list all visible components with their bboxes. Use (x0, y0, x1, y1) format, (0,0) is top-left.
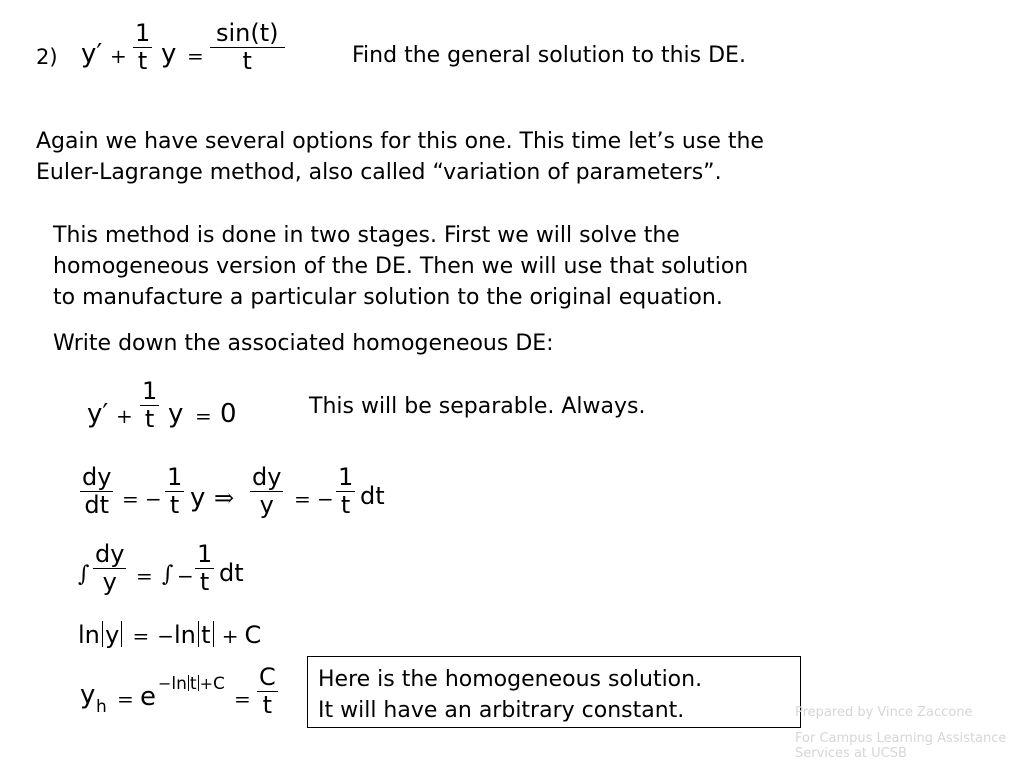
integral-sign: ∫ (78, 562, 90, 587)
fraction-one-over-t: 1 t (197, 540, 213, 597)
constant-c: C (244, 621, 262, 649)
stages-line-1: This method is done in two stages. First we will solve the (53, 223, 680, 248)
separable-note: This will be separable. Always. (309, 394, 646, 419)
fraction-one-over-t: 1 t (142, 377, 158, 434)
t-variable: t (201, 621, 211, 649)
integral-sign: ∫ (162, 562, 174, 587)
fraction-dy-over-y: dy y (252, 463, 282, 520)
fraction-dy-over-y: dy y (95, 540, 125, 597)
ln-term: ln (78, 621, 100, 649)
exponential-e: e (140, 682, 156, 712)
fraction-one-over-t: 1 t (167, 463, 183, 520)
watermark-for-clas: For Campus Learning Assistance Services at UCSB (795, 731, 1007, 761)
callout-line-1: Here is the homogeneous solution. (318, 667, 703, 692)
equals-sign: = (136, 564, 153, 588)
exponent: −ln t +C (158, 674, 225, 694)
dt-term: dt (219, 559, 244, 587)
y-variable: y (161, 39, 177, 69)
plus-sign: + (110, 44, 127, 68)
ln-term: ln (174, 621, 196, 649)
y-variable: y (105, 621, 120, 649)
intro-line-1: Again we have several options for this one. This time let’s use the (36, 129, 764, 154)
fraction-c-over-t: C t (259, 663, 276, 720)
y-variable: y (190, 483, 206, 513)
minus-sign: − (145, 487, 162, 511)
instruction-text: Find the general solution to this DE. (352, 43, 746, 68)
intro-line-2: Euler-Lagrange method, also called “variation of parameters”. (36, 160, 722, 185)
y-prime: y′ (87, 399, 109, 429)
problem-number: 2) (36, 45, 58, 69)
plus-sign: + (221, 624, 239, 648)
equals-sign: = (132, 624, 150, 648)
callout-line-2: It will have an arbitrary constant. (318, 698, 685, 723)
stages-line-3: to manufacture a particular solution to the original equation. (53, 285, 723, 310)
plus-sign: + (116, 404, 133, 428)
minus-sign: − (177, 564, 194, 588)
equals-sign: = (234, 687, 251, 711)
equals-sign: = (187, 44, 204, 68)
y-variable: y (168, 399, 184, 429)
equals-sign: = (195, 404, 212, 428)
minus-sign: − (157, 624, 174, 648)
fraction-sin-over-t: sin(t) t (214, 20, 281, 75)
write-down-text: Write down the associated homogeneous DE: (53, 331, 554, 356)
y-prime: y′ (81, 39, 103, 69)
stages-line-2: homogeneous version of the DE. Then we will use that solution (53, 254, 749, 279)
fraction-one-over-t: 1 t (338, 463, 354, 520)
equals-sign: = (122, 487, 139, 511)
subscript-h: h (96, 697, 107, 717)
fraction-dy-over-dt: dy dt (82, 463, 112, 520)
equals-sign: = (294, 487, 311, 511)
log-equation (78, 621, 261, 650)
fraction-one-over-t: 1 t (135, 19, 151, 76)
dt-term: dt (360, 482, 385, 510)
zero: 0 (220, 399, 237, 429)
minus-sign: − (317, 487, 334, 511)
watermark-prepared-by: Prepared by Vince Zaccone (795, 705, 973, 720)
implies-arrow: ⇒ (214, 484, 235, 512)
y-variable: y (80, 680, 96, 710)
equals-sign: = (117, 687, 134, 711)
